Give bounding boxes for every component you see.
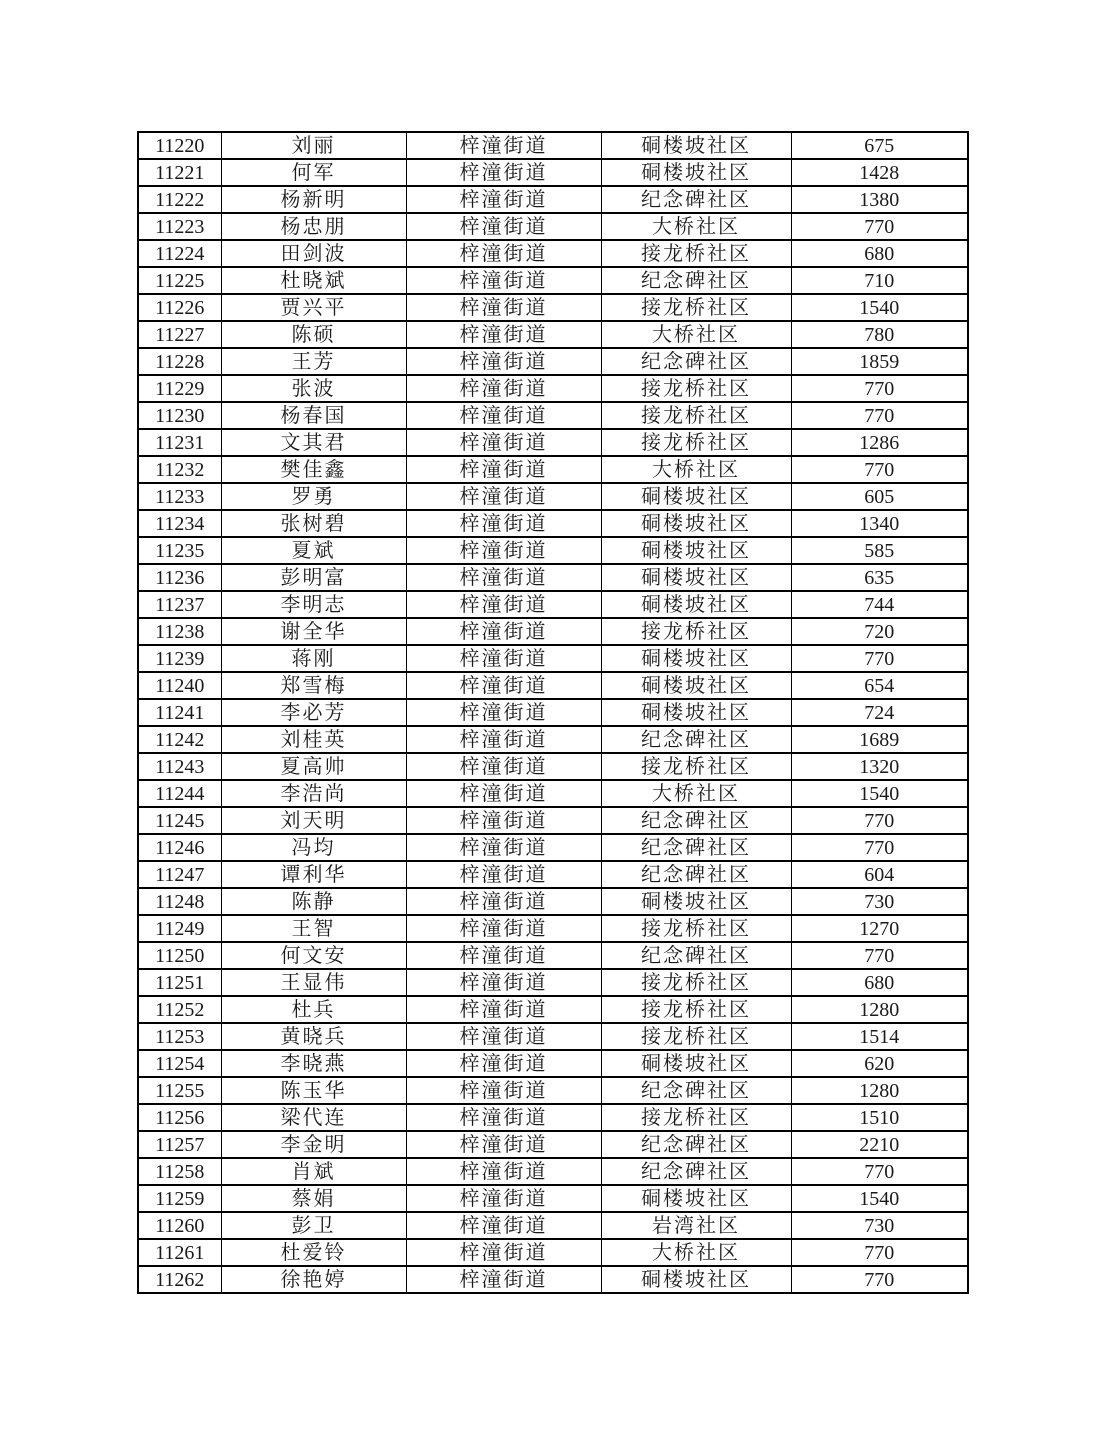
street-cell: 梓潼街道 (406, 510, 601, 537)
street-cell: 梓潼街道 (406, 402, 601, 429)
amount-cell: 770 (791, 402, 968, 429)
community-cell: 接龙桥社区 (601, 294, 791, 321)
record-id-cell: 11261 (138, 1239, 221, 1266)
record-id-cell: 11253 (138, 1023, 221, 1050)
name-cell: 冯均 (221, 834, 406, 861)
record-id-cell: 11224 (138, 240, 221, 267)
record-id-cell: 11228 (138, 348, 221, 375)
record-id-cell: 11246 (138, 834, 221, 861)
street-cell: 梓潼街道 (406, 645, 601, 672)
street-cell: 梓潼街道 (406, 726, 601, 753)
amount-cell: 680 (791, 969, 968, 996)
street-cell: 梓潼街道 (406, 456, 601, 483)
table-row (138, 834, 968, 861)
record-id-cell: 11258 (138, 1158, 221, 1185)
table-row (138, 375, 968, 402)
table-row (138, 1185, 968, 1212)
record-id-cell: 11260 (138, 1212, 221, 1239)
amount-cell: 1428 (791, 159, 968, 186)
street-cell: 梓潼街道 (406, 429, 601, 456)
community-cell: 接龙桥社区 (601, 1023, 791, 1050)
amount-cell: 710 (791, 267, 968, 294)
street-cell: 梓潼街道 (406, 240, 601, 267)
table-row (138, 915, 968, 942)
table-row (138, 942, 968, 969)
record-id-cell: 11242 (138, 726, 221, 753)
name-cell: 刘桂英 (221, 726, 406, 753)
record-id-cell: 11235 (138, 537, 221, 564)
table-row (138, 672, 968, 699)
name-cell: 樊佳鑫 (221, 456, 406, 483)
record-id-cell: 11232 (138, 456, 221, 483)
street-cell: 梓潼街道 (406, 807, 601, 834)
street-cell: 梓潼街道 (406, 375, 601, 402)
record-id-cell: 11248 (138, 888, 221, 915)
amount-cell: 1540 (791, 780, 968, 807)
amount-cell: 620 (791, 1050, 968, 1077)
community-cell: 硐楼坡社区 (601, 564, 791, 591)
community-cell: 接龙桥社区 (601, 1104, 791, 1131)
community-cell: 硐楼坡社区 (601, 699, 791, 726)
record-id-cell: 11249 (138, 915, 221, 942)
street-cell: 梓潼街道 (406, 348, 601, 375)
amount-cell: 1540 (791, 294, 968, 321)
street-cell: 梓潼街道 (406, 321, 601, 348)
record-id-cell: 11221 (138, 159, 221, 186)
amount-cell: 770 (791, 834, 968, 861)
community-cell: 接龙桥社区 (601, 618, 791, 645)
record-id-cell: 11247 (138, 861, 221, 888)
table-row (138, 1212, 968, 1239)
record-id-cell: 11257 (138, 1131, 221, 1158)
name-cell: 杜兵 (221, 996, 406, 1023)
name-cell: 王芳 (221, 348, 406, 375)
table-row (138, 510, 968, 537)
community-cell: 接龙桥社区 (601, 753, 791, 780)
street-cell: 梓潼街道 (406, 591, 601, 618)
amount-cell: 720 (791, 618, 968, 645)
table-row (138, 1131, 968, 1158)
street-cell: 梓潼街道 (406, 564, 601, 591)
community-cell: 纪念碑社区 (601, 348, 791, 375)
record-id-cell: 11240 (138, 672, 221, 699)
record-id-cell: 11229 (138, 375, 221, 402)
name-cell: 彭卫 (221, 1212, 406, 1239)
record-id-cell: 11243 (138, 753, 221, 780)
street-cell: 梓潼街道 (406, 915, 601, 942)
street-cell: 梓潼街道 (406, 537, 601, 564)
table-row (138, 429, 968, 456)
amount-cell: 604 (791, 861, 968, 888)
record-id-cell: 11233 (138, 483, 221, 510)
table-row (138, 888, 968, 915)
name-cell: 陈玉华 (221, 1077, 406, 1104)
amount-cell: 770 (791, 1158, 968, 1185)
amount-cell: 1280 (791, 996, 968, 1023)
street-cell: 梓潼街道 (406, 267, 601, 294)
community-cell: 纪念碑社区 (601, 1131, 791, 1158)
street-cell: 梓潼街道 (406, 834, 601, 861)
record-id-cell: 11259 (138, 1185, 221, 1212)
street-cell: 梓潼街道 (406, 1131, 601, 1158)
name-cell: 何文安 (221, 942, 406, 969)
table-row (138, 564, 968, 591)
street-cell: 梓潼街道 (406, 483, 601, 510)
community-cell: 硐楼坡社区 (601, 591, 791, 618)
amount-cell: 1270 (791, 915, 968, 942)
name-cell: 李晓燕 (221, 1050, 406, 1077)
table-row (138, 996, 968, 1023)
community-cell: 硐楼坡社区 (601, 483, 791, 510)
table-row (138, 1266, 968, 1293)
table-row (138, 348, 968, 375)
record-id-cell: 11231 (138, 429, 221, 456)
table-row (138, 267, 968, 294)
table-row (138, 1239, 968, 1266)
community-cell: 大桥社区 (601, 1239, 791, 1266)
name-cell: 李明志 (221, 591, 406, 618)
amount-cell: 1340 (791, 510, 968, 537)
table-row (138, 807, 968, 834)
table-row (138, 861, 968, 888)
community-cell: 硐楼坡社区 (601, 1185, 791, 1212)
amount-cell: 680 (791, 240, 968, 267)
name-cell: 李金明 (221, 1131, 406, 1158)
name-cell: 蔡娟 (221, 1185, 406, 1212)
record-id-cell: 11237 (138, 591, 221, 618)
street-cell: 梓潼街道 (406, 159, 601, 186)
name-cell: 张波 (221, 375, 406, 402)
community-cell: 纪念碑社区 (601, 861, 791, 888)
name-cell: 杨春国 (221, 402, 406, 429)
street-cell: 梓潼街道 (406, 672, 601, 699)
record-id-cell: 11254 (138, 1050, 221, 1077)
record-id-cell: 11238 (138, 618, 221, 645)
record-id-cell: 11241 (138, 699, 221, 726)
street-cell: 梓潼街道 (406, 1185, 601, 1212)
community-cell: 纪念碑社区 (601, 807, 791, 834)
name-cell: 陈硕 (221, 321, 406, 348)
name-cell: 王显伟 (221, 969, 406, 996)
table-row (138, 1050, 968, 1077)
amount-cell: 1280 (791, 1077, 968, 1104)
amount-cell: 654 (791, 672, 968, 699)
table-row (138, 537, 968, 564)
street-cell: 梓潼街道 (406, 699, 601, 726)
name-cell: 刘天明 (221, 807, 406, 834)
street-cell: 梓潼街道 (406, 753, 601, 780)
record-id-cell: 11245 (138, 807, 221, 834)
table-row (138, 321, 968, 348)
community-cell: 纪念碑社区 (601, 186, 791, 213)
amount-cell: 770 (791, 645, 968, 672)
amount-cell: 1689 (791, 726, 968, 753)
record-id-cell: 11250 (138, 942, 221, 969)
amount-cell: 780 (791, 321, 968, 348)
table-row (138, 159, 968, 186)
street-cell: 梓潼街道 (406, 1077, 601, 1104)
community-cell: 硐楼坡社区 (601, 888, 791, 915)
street-cell: 梓潼街道 (406, 1239, 601, 1266)
record-id-cell: 11227 (138, 321, 221, 348)
street-cell: 梓潼街道 (406, 1158, 601, 1185)
amount-cell: 730 (791, 888, 968, 915)
community-cell: 接龙桥社区 (601, 969, 791, 996)
record-id-cell: 11256 (138, 1104, 221, 1131)
community-cell: 岩湾社区 (601, 1212, 791, 1239)
records-table-body (138, 132, 968, 1293)
record-id-cell: 11234 (138, 510, 221, 537)
name-cell: 杜爱铃 (221, 1239, 406, 1266)
record-id-cell: 11226 (138, 294, 221, 321)
community-cell: 大桥社区 (601, 321, 791, 348)
community-cell: 大桥社区 (601, 213, 791, 240)
community-cell: 硐楼坡社区 (601, 132, 791, 159)
name-cell: 谭利华 (221, 861, 406, 888)
record-id-cell: 11230 (138, 402, 221, 429)
name-cell: 夏斌 (221, 537, 406, 564)
street-cell: 梓潼街道 (406, 1266, 601, 1293)
table-row (138, 645, 968, 672)
name-cell: 贾兴平 (221, 294, 406, 321)
community-cell: 大桥社区 (601, 780, 791, 807)
amount-cell: 770 (791, 942, 968, 969)
record-id-cell: 11239 (138, 645, 221, 672)
name-cell: 杜晓斌 (221, 267, 406, 294)
community-cell: 硐楼坡社区 (601, 1266, 791, 1293)
street-cell: 梓潼街道 (406, 942, 601, 969)
name-cell: 黄晓兵 (221, 1023, 406, 1050)
community-cell: 硐楼坡社区 (601, 672, 791, 699)
street-cell: 梓潼街道 (406, 996, 601, 1023)
street-cell: 梓潼街道 (406, 780, 601, 807)
street-cell: 梓潼街道 (406, 294, 601, 321)
street-cell: 梓潼街道 (406, 213, 601, 240)
community-cell: 接龙桥社区 (601, 240, 791, 267)
amount-cell: 1859 (791, 348, 968, 375)
community-cell: 纪念碑社区 (601, 834, 791, 861)
name-cell: 杨新明 (221, 186, 406, 213)
community-cell: 接龙桥社区 (601, 915, 791, 942)
street-cell: 梓潼街道 (406, 1104, 601, 1131)
community-cell: 纪念碑社区 (601, 267, 791, 294)
amount-cell: 1380 (791, 186, 968, 213)
community-cell: 接龙桥社区 (601, 375, 791, 402)
record-id-cell: 11225 (138, 267, 221, 294)
community-cell: 接龙桥社区 (601, 402, 791, 429)
table-row (138, 240, 968, 267)
community-cell: 纪念碑社区 (601, 1158, 791, 1185)
name-cell: 谢全华 (221, 618, 406, 645)
record-id-cell: 11252 (138, 996, 221, 1023)
table-row (138, 969, 968, 996)
community-cell: 硐楼坡社区 (601, 1050, 791, 1077)
name-cell: 徐艳婷 (221, 1266, 406, 1293)
name-cell: 刘丽 (221, 132, 406, 159)
community-cell: 接龙桥社区 (601, 996, 791, 1023)
name-cell: 彭明富 (221, 564, 406, 591)
community-cell: 硐楼坡社区 (601, 510, 791, 537)
record-id-cell: 11236 (138, 564, 221, 591)
table-row (138, 294, 968, 321)
community-cell: 硐楼坡社区 (601, 645, 791, 672)
street-cell: 梓潼街道 (406, 888, 601, 915)
name-cell: 夏高帅 (221, 753, 406, 780)
name-cell: 李必芳 (221, 699, 406, 726)
street-cell: 梓潼街道 (406, 132, 601, 159)
street-cell: 梓潼街道 (406, 186, 601, 213)
table-row (138, 780, 968, 807)
table-row (138, 726, 968, 753)
record-id-cell: 11251 (138, 969, 221, 996)
table-row (138, 618, 968, 645)
name-cell: 张树碧 (221, 510, 406, 537)
community-cell: 纪念碑社区 (601, 942, 791, 969)
name-cell: 梁代连 (221, 1104, 406, 1131)
name-cell: 李浩尚 (221, 780, 406, 807)
amount-cell: 770 (791, 1239, 968, 1266)
name-cell: 文其君 (221, 429, 406, 456)
community-cell: 大桥社区 (601, 456, 791, 483)
records-table (137, 131, 969, 1294)
name-cell: 郑雪梅 (221, 672, 406, 699)
street-cell: 梓潼街道 (406, 1050, 601, 1077)
street-cell: 梓潼街道 (406, 1023, 601, 1050)
street-cell: 梓潼街道 (406, 969, 601, 996)
name-cell: 田剑波 (221, 240, 406, 267)
table-row (138, 753, 968, 780)
amount-cell: 770 (791, 807, 968, 834)
name-cell: 罗勇 (221, 483, 406, 510)
record-id-cell: 11262 (138, 1266, 221, 1293)
amount-cell: 1540 (791, 1185, 968, 1212)
table-row (138, 186, 968, 213)
table-row (138, 132, 968, 159)
table-row (138, 1158, 968, 1185)
amount-cell: 724 (791, 699, 968, 726)
table-row (138, 483, 968, 510)
table-row (138, 456, 968, 483)
community-cell: 纪念碑社区 (601, 1077, 791, 1104)
name-cell: 王智 (221, 915, 406, 942)
table-row (138, 591, 968, 618)
table-row (138, 1023, 968, 1050)
name-cell: 杨忠朋 (221, 213, 406, 240)
amount-cell: 744 (791, 591, 968, 618)
record-id-cell: 11255 (138, 1077, 221, 1104)
table-row (138, 1077, 968, 1104)
record-id-cell: 11220 (138, 132, 221, 159)
record-id-cell: 11244 (138, 780, 221, 807)
amount-cell: 605 (791, 483, 968, 510)
amount-cell: 585 (791, 537, 968, 564)
table-row (138, 402, 968, 429)
community-cell: 纪念碑社区 (601, 726, 791, 753)
amount-cell: 1320 (791, 753, 968, 780)
street-cell: 梓潼街道 (406, 1212, 601, 1239)
record-id-cell: 11223 (138, 213, 221, 240)
community-cell: 硐楼坡社区 (601, 159, 791, 186)
record-id-cell: 11222 (138, 186, 221, 213)
amount-cell: 770 (791, 375, 968, 402)
table-row (138, 699, 968, 726)
name-cell: 何军 (221, 159, 406, 186)
amount-cell: 770 (791, 1266, 968, 1293)
amount-cell: 1286 (791, 429, 968, 456)
name-cell: 肖斌 (221, 1158, 406, 1185)
amount-cell: 2210 (791, 1131, 968, 1158)
table-row (138, 1104, 968, 1131)
community-cell: 硐楼坡社区 (601, 537, 791, 564)
amount-cell: 770 (791, 213, 968, 240)
amount-cell: 635 (791, 564, 968, 591)
amount-cell: 770 (791, 456, 968, 483)
amount-cell: 1514 (791, 1023, 968, 1050)
name-cell: 蒋刚 (221, 645, 406, 672)
name-cell: 陈静 (221, 888, 406, 915)
street-cell: 梓潼街道 (406, 861, 601, 888)
community-cell: 接龙桥社区 (601, 429, 791, 456)
amount-cell: 730 (791, 1212, 968, 1239)
amount-cell: 1510 (791, 1104, 968, 1131)
amount-cell: 675 (791, 132, 968, 159)
street-cell: 梓潼街道 (406, 618, 601, 645)
table-row (138, 213, 968, 240)
